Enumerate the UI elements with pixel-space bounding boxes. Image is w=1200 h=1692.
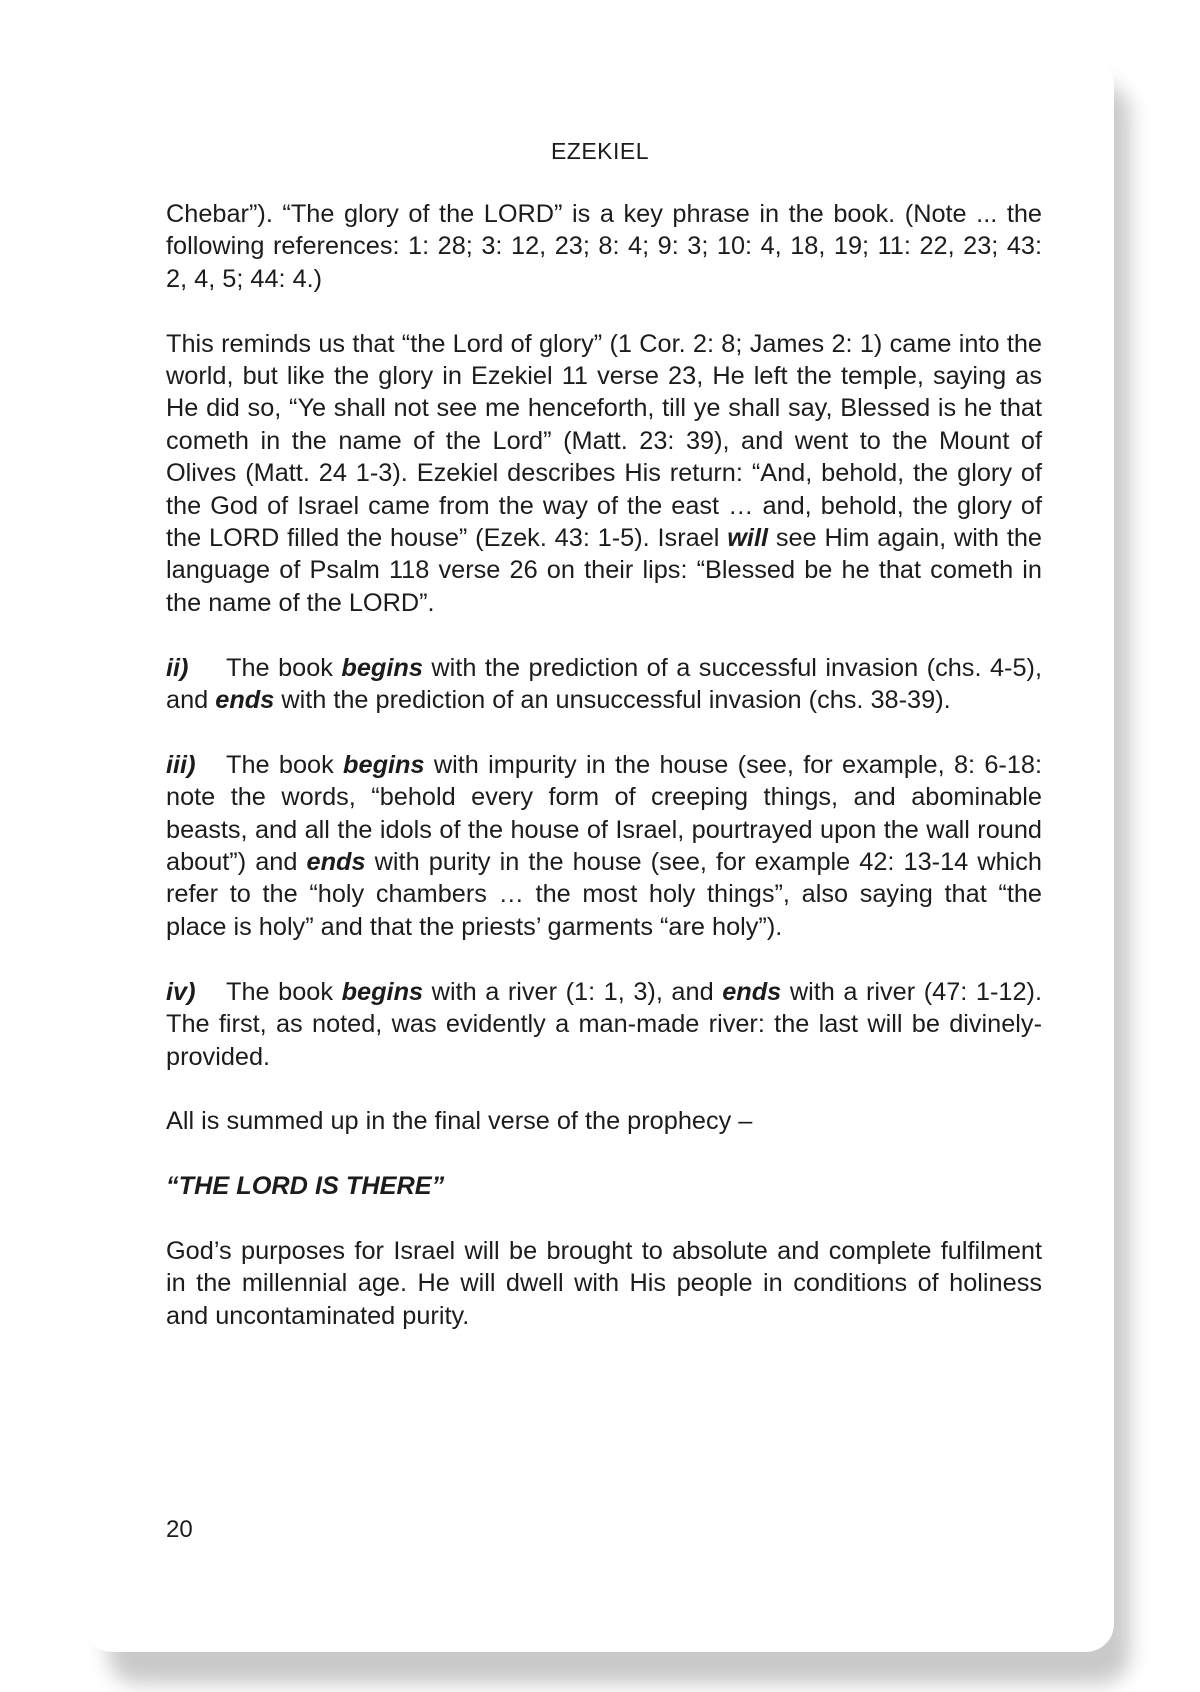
emphasis-ends: ends (215, 686, 275, 715)
text-run: The book (226, 977, 342, 1006)
text-run: with a river (1: 1, 3), and (423, 977, 723, 1006)
text-run: with impurity in the house (see, for example, 8: 6-18: note the words, “behold every form of creeping things, and abominable beasts, and all the idols of the house of Israel, pourtrayed upon the wall round about”) and (166, 750, 1042, 877)
paragraph-point-iii (166, 749, 1042, 943)
text-run: The book (226, 653, 342, 682)
point-marker-ii: ii) (166, 653, 189, 682)
paragraph-summary: All is summed up in the final verse of the prophecy – (166, 1107, 753, 1136)
page-number: 20 (166, 1516, 193, 1543)
paragraph-point-iv (166, 976, 1042, 1073)
paragraph-closing: God’s purposes for Israel will be brought to absolute and complete fulfilment in the millennial age. He will dwell with His people in conditions of holiness and uncontaminated purity. (166, 1236, 1042, 1330)
text-run: with purity in the house (see, for example 42: 13-14 which refer to the “holy chambers … the most holy things”, also saying that “the place is holy” and that the priests’ garments “are holy”). (166, 848, 1042, 941)
running-head: EZEKIEL (550, 138, 650, 164)
emphasis-ends: ends (722, 977, 782, 1006)
emphasis-begins: begins (341, 653, 423, 682)
text-run: This reminds us that “the Lord of glory” (1 Cor. 2: 8; James 2: 1) came into the world, but like the glory in Ezekiel 11 verse 23, He left the temple, saying as He did so, “Ye shall not see me henceforth, till ye shall say, Blessed is he that cometh in the name of the Lord” (Matt. 23: 39), and went to the Mount of Olives (Matt. 24 1-3). Ezekiel describes His return: “And, behold, the glory of the God of Israel came from the way of the east … and, behold, the glory of the LORD filled the house” (Ezek. 43: 1-5). Israel (166, 329, 1042, 553)
text-run: with the prediction of an unsuccessful invasion (chs. 38-39). (274, 686, 951, 715)
paragraph-point-ii (166, 652, 1042, 717)
section-heading: “THE LORD IS THERE” (166, 1172, 445, 1201)
emphasis-will: will (727, 524, 768, 553)
text-run: with a river (47: 1-12). The first, as noted, was evidently a man-made river: the last will be divinely-provided. (166, 977, 1042, 1071)
body-text (166, 198, 1042, 1365)
emphasis-begins: begins (341, 977, 424, 1006)
point-marker-iii: iii) (166, 750, 196, 779)
paragraph-lord-of-glory (166, 328, 1042, 620)
emphasis-begins: begins (343, 750, 425, 779)
emphasis-ends: ends (306, 848, 366, 877)
paragraph-glory-references: Chebar”). “The glory of the LORD” is a key phrase in the book. (Note ... the following references: 1: 28; 3: 12, 23; 8: 4; 9: 3; 10: 4, 18, 19; 11: 22, 23; 43: 2, 4, 5; 44: 4.) (166, 200, 1042, 293)
text-run: The book (226, 750, 344, 779)
point-marker-iv: iv) (166, 977, 196, 1006)
text-run: see Him again, with the language of Psalm 118 verse 26 on their lips: “Blessed be he that cometh in the name of the LORD”. (166, 524, 1042, 617)
text-run: with the prediction of a successful invasion (chs. 4-5), and (166, 653, 1042, 715)
